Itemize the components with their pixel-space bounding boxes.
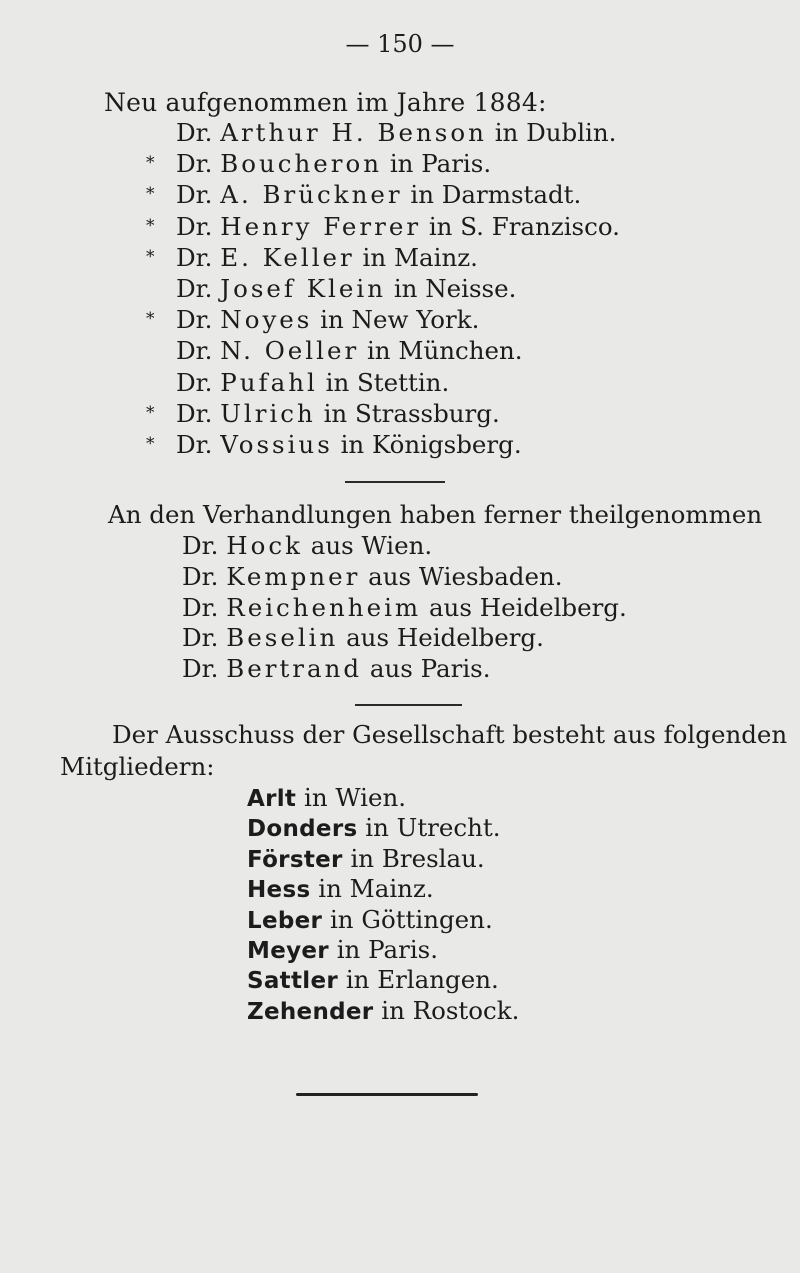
guest-name: Reichenheim	[226, 592, 422, 622]
committee-name: Zehender	[247, 998, 374, 1025]
committee-name: Arlt	[247, 786, 297, 812]
list-item: Dr. Josef Klein in Neisse.	[176, 273, 517, 303]
committee-name: Hess	[247, 877, 311, 904]
asterisk-mark: *	[146, 309, 155, 330]
list-item: * Dr. Henry Ferrer in S. Franzisco.	[146, 211, 620, 241]
member-name: Pufahl	[220, 367, 318, 397]
list-item: * Dr. Vossius in Königsberg.	[146, 429, 522, 459]
section-heading-new-members: Neu aufgenommen im Jahre 1884:	[104, 88, 547, 117]
guest-name: Beselin	[226, 623, 339, 653]
committee-name: Sattler	[247, 968, 339, 995]
committee-intro-line1: Der Ausschuss der Gesellschaft besteht aus folgenden	[112, 720, 788, 749]
new-members-list	[146, 117, 620, 460]
member-name: Arthur H. Benson	[220, 118, 487, 147]
list-item: Dr. N. Oeller in München.	[176, 336, 523, 366]
committee-name: Leber	[247, 907, 323, 934]
list-item: Dr. Pufahl in Stettin.	[176, 367, 450, 397]
asterisk-mark: *	[146, 153, 155, 174]
list-item: Hess in Mainz.	[247, 874, 434, 904]
list-item: Dr. Arthur H. Benson in Dublin.	[176, 118, 617, 147]
committee-intro-line2: Mitgliedern:	[60, 752, 215, 781]
asterisk-mark: *	[146, 433, 155, 454]
member-name: Noyes	[220, 305, 313, 335]
section-divider	[355, 704, 462, 706]
member-name: N. Oeller	[220, 336, 360, 366]
asterisk-mark: *	[146, 246, 155, 267]
asterisk-mark: *	[146, 402, 155, 423]
list-item: Dr. Hock aus Wien.	[182, 531, 433, 560]
list-item: Leber in Göttingen.	[247, 904, 493, 934]
section-divider	[345, 481, 445, 483]
committee-name: Meyer	[247, 937, 329, 964]
asterisk-mark: *	[146, 184, 155, 205]
guests-intro: An den Verhandlungen haben ferner theilgenommen	[108, 500, 763, 529]
list-item: Förster in Breslau.	[247, 843, 485, 873]
list-item: * Dr. E. Keller in Mainz.	[146, 242, 478, 272]
guest-name: Hock	[226, 531, 303, 560]
member-name: Boucheron	[220, 149, 383, 179]
guests-list	[182, 531, 627, 685]
asterisk-mark: *	[146, 215, 155, 236]
member-name: Ulrich	[220, 398, 316, 428]
end-ornament-rule	[296, 1093, 478, 1096]
member-name: Josef Klein	[220, 273, 387, 303]
list-item: Dr. Reichenheim aus Heidelberg.	[182, 592, 627, 622]
member-name: Henry Ferrer	[220, 211, 422, 241]
list-item: Sattler in Erlangen.	[247, 965, 499, 995]
guest-name: Kempner	[226, 561, 361, 591]
page-number: — 150 —	[345, 30, 455, 58]
list-item: Arlt in Wien.	[247, 783, 407, 812]
member-name: A. Brückner	[220, 180, 403, 210]
list-item: Dr. Kempner aus Wiesbaden.	[182, 561, 563, 591]
list-item: * Dr. Ulrich in Strassburg.	[146, 398, 500, 428]
member-name: E. Keller	[220, 242, 355, 272]
committee-list	[247, 783, 519, 1026]
list-item: * Dr. Noyes in New York.	[146, 305, 480, 335]
member-name: Vossius	[220, 429, 333, 459]
list-item: Meyer in Paris.	[247, 934, 439, 964]
guest-name: Bertrand	[226, 654, 363, 684]
list-item: Donders in Utrecht.	[247, 813, 501, 843]
list-item: Zehender in Rostock.	[247, 995, 520, 1025]
committee-name: Förster	[247, 846, 343, 873]
list-item: Dr. Beselin aus Heidelberg.	[182, 623, 544, 653]
list-item: Dr. Bertrand aus Paris.	[182, 654, 491, 684]
list-item: * Dr. Boucheron in Paris.	[146, 149, 492, 179]
list-item: * Dr. A. Brückner in Darmstadt.	[146, 180, 582, 210]
committee-name: Donders	[247, 816, 358, 843]
